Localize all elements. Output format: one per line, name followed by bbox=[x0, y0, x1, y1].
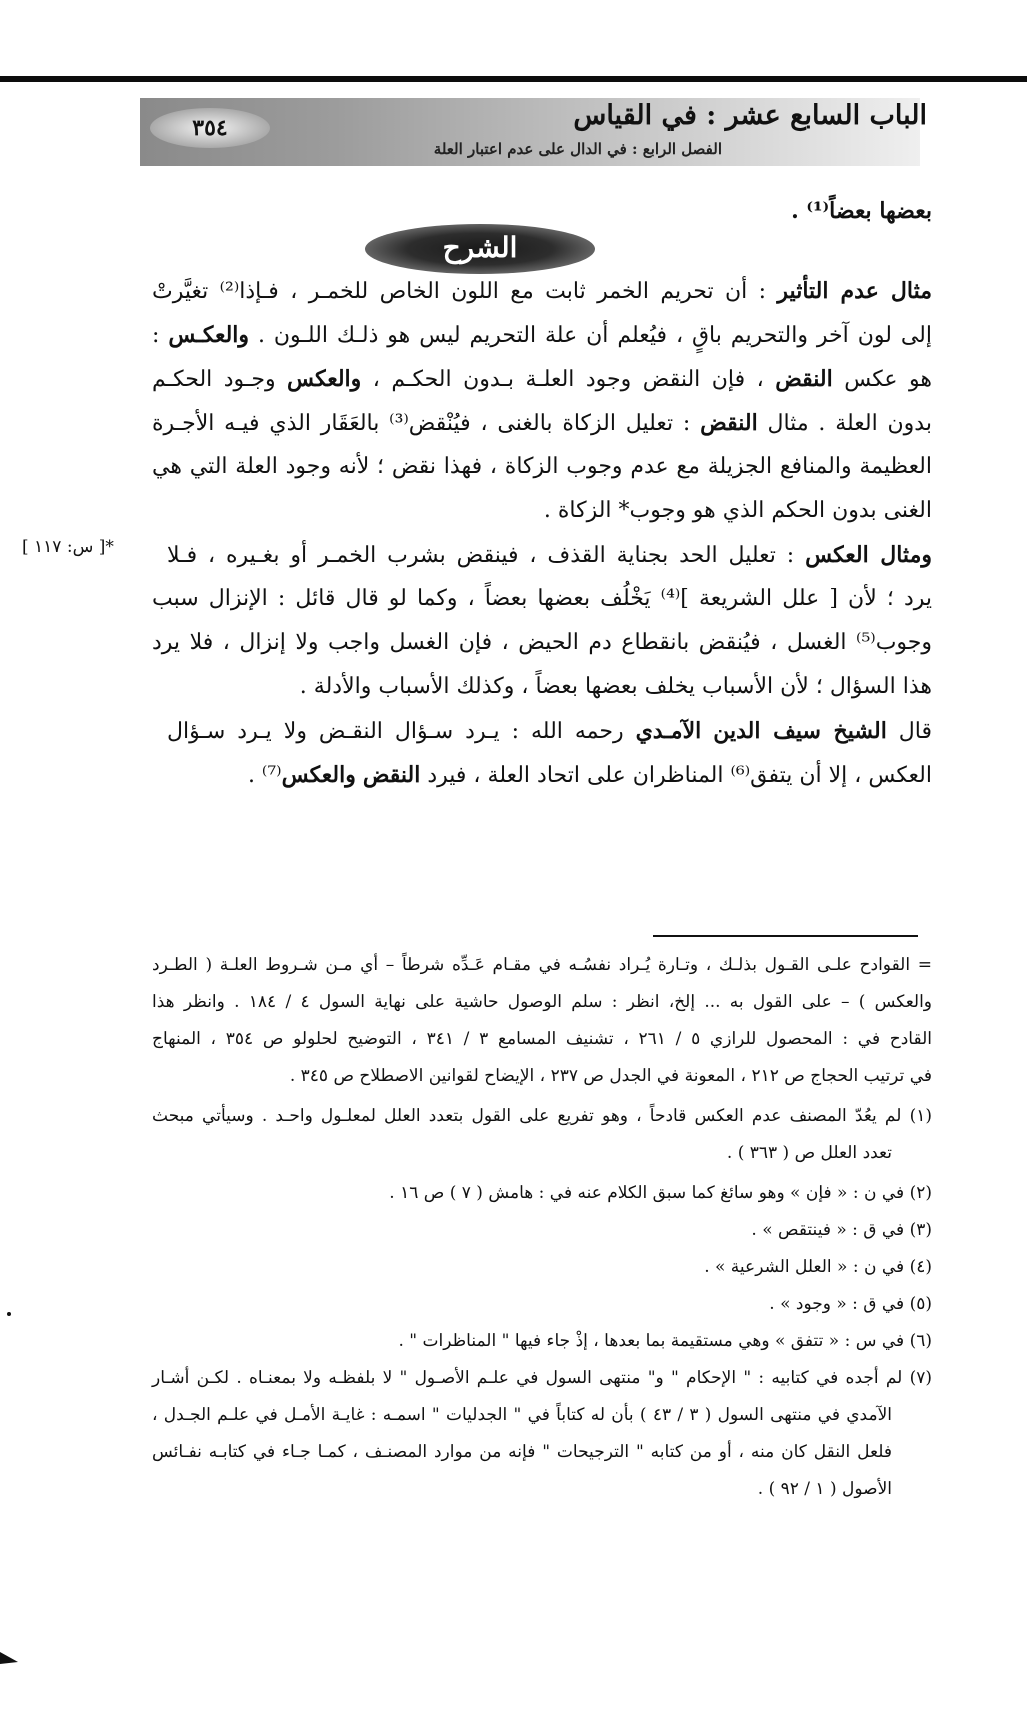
footnote-line: والعكس ) – على القول به ... إلخ، انظر : سلم الوصول حاشية على نهاية السول ٤ / ١٨٤ . وانظر هذا bbox=[152, 992, 933, 1012]
body-line: العظيمة والمنافع الجزيلة مع عدم وجوب الزكاة ، فهذا نقض ؛ لأنه وجود العلة التي هي bbox=[152, 454, 932, 479]
section-title: الفصل الرابع : في الدال على عدم اعتبار العلة bbox=[433, 140, 722, 158]
page-number: ٣٥٤ bbox=[150, 108, 270, 148]
chapter-title: الباب السابع عشر : في القياس bbox=[573, 100, 927, 131]
footnote-line: تعدد العلل ص ( ٣٦٣ ) . bbox=[726, 1143, 892, 1163]
footnote-line: الآمدي في منتهى السول ( ٣ / ٤٣ ) بأن له كتاباً في " الجدليات " اسمـه : غايـة الأمـل في علـم الجـدل ، bbox=[152, 1405, 892, 1425]
sharh-heading-badge: الشرح bbox=[365, 224, 595, 274]
body-line: مثال عدم التأثير : أن تحريم الخمر ثابت مع اللون الخاص للخمـر ، فـإذا⁽²⁾ تغيَّرتْ bbox=[152, 278, 932, 304]
footnote-line: (٦) في س : « تتفق » وهي مستقيمة بما بعدها ، إذْ جاء فيها " المناظرات " . bbox=[398, 1331, 932, 1351]
body-line: هذا السؤال ؛ لأن الأسباب يخلف بعضها بعضاً ، وكذلك الأسباب والأدلة . bbox=[299, 674, 932, 699]
top-rule bbox=[0, 76, 1027, 82]
footnote-line: = القوادح علـى القـول بذلـك ، وتـارة يُـراد نفسُـه في مقـام عَـدِّه شرطاً – أي مـن شـروط العلـة ( الطـرد bbox=[152, 955, 932, 975]
body-line: وجوب⁽⁵⁾ الغسل ، فيُنقض بانقطاع دم الحيض ، فإن الغسل واجب ولا إنزال ، فلا يرد bbox=[152, 630, 932, 655]
footnote-line: (٣) في ق : « فينتقص » . bbox=[751, 1220, 932, 1240]
body-line: إلى لون آخر والتحريم باقٍ ، فيُعلم أن علة التحريم ليس هو ذلـك اللـون . والعكـس : bbox=[152, 322, 932, 348]
footnote-line: (٧) لم أجده في كتابيه : " الإحكام " و" منتهى السول في علـم الأصـول " لا بلفظـه ولا بمعنـاه . لكـن أشـار bbox=[152, 1368, 932, 1388]
body-line: العكس ، إلا أن يتفق⁽⁶⁾ المناظران على اتحاد العلة ، فيرد النقض والعكس⁽⁷⁾ . bbox=[247, 762, 932, 788]
body-line: يرد ؛ لأن [ علل الشريعة ]⁽⁴⁾ يَخْلُف بعضها بعضاً ، وكما لو قال قائل : الإنزال سبب bbox=[152, 586, 932, 611]
footnote-line: (١) لم يعُدّ المصنف عدم العكس قادحاً ، وهو تفريع على القول بتعدد العلل لمعلـول واحـد . وسيأتي مبحث bbox=[152, 1106, 932, 1126]
body-line: الغنى بدون الحكم الذي هو وجوب* الزكاة . bbox=[543, 498, 932, 523]
margin-page-reference: *[ س: ١١٧ ] bbox=[22, 537, 114, 557]
body-line: هو عكس النقض ، فإن النقض وجود العلـة بـدون الحكـم ، والعكس وجـود الحكـم bbox=[152, 366, 932, 392]
footnote-line: (٢) في ن : « فإن » وهو سائغ كما سبق الكلام عنه في : هامش ( ٧ ) ص ١٦ . bbox=[389, 1183, 932, 1203]
footnote-divider bbox=[653, 935, 918, 937]
footnote-line: القادح في : المحصول للرازي ٥ / ٢٦١ ، تشنيف المسامع ٣ / ٣٤١ ، التوضيح لحلولو ص ٣٥٤ ، المنهاج bbox=[152, 1029, 932, 1049]
body-line: قال الشيخ سيف الدين الآمـدي رحمه الله : يـرد سـؤال النقـض ولا يـرد سـؤال bbox=[167, 718, 932, 744]
footnote-line: الأصول ( ١ / ٩٢ ) . bbox=[757, 1479, 892, 1499]
scan-speck bbox=[7, 1312, 11, 1316]
body-line: بدون العلة . مثال النقض : تعليل الزكاة بالغنى ، فيُنْقض⁽³⁾ بالعَقَار الذي فيـه الأجـرة bbox=[152, 410, 932, 436]
body-line: ومثال العكس : تعليل الحد بجناية القذف ، فينقض بشرب الخمـر أو بغـيره ، فـلا bbox=[167, 542, 932, 568]
footnote-line: فلعل النقل كان منه ، أو من كتابه " الترجيحات " فإنه من موارد المصنـف ، كمـا جـاء في كتابـه نفـائس bbox=[152, 1442, 892, 1462]
footnote-line: (٥) في ق : « وجود » . bbox=[769, 1294, 932, 1314]
footnote-line: (٤) في ن : « العلل الشرعية » . bbox=[704, 1257, 932, 1277]
page-corner-mark bbox=[0, 1650, 22, 1666]
continuation-line: بعضها بعضاً⁽¹⁾ . bbox=[791, 198, 932, 224]
footnote-line: في ترتيب الحجاج ص ٢١٢ ، المعونة في الجدل ص ٢٣٧ ، الإيضاح لقوانين الاصطلاح ص ٣٤٥ . bbox=[289, 1066, 932, 1086]
